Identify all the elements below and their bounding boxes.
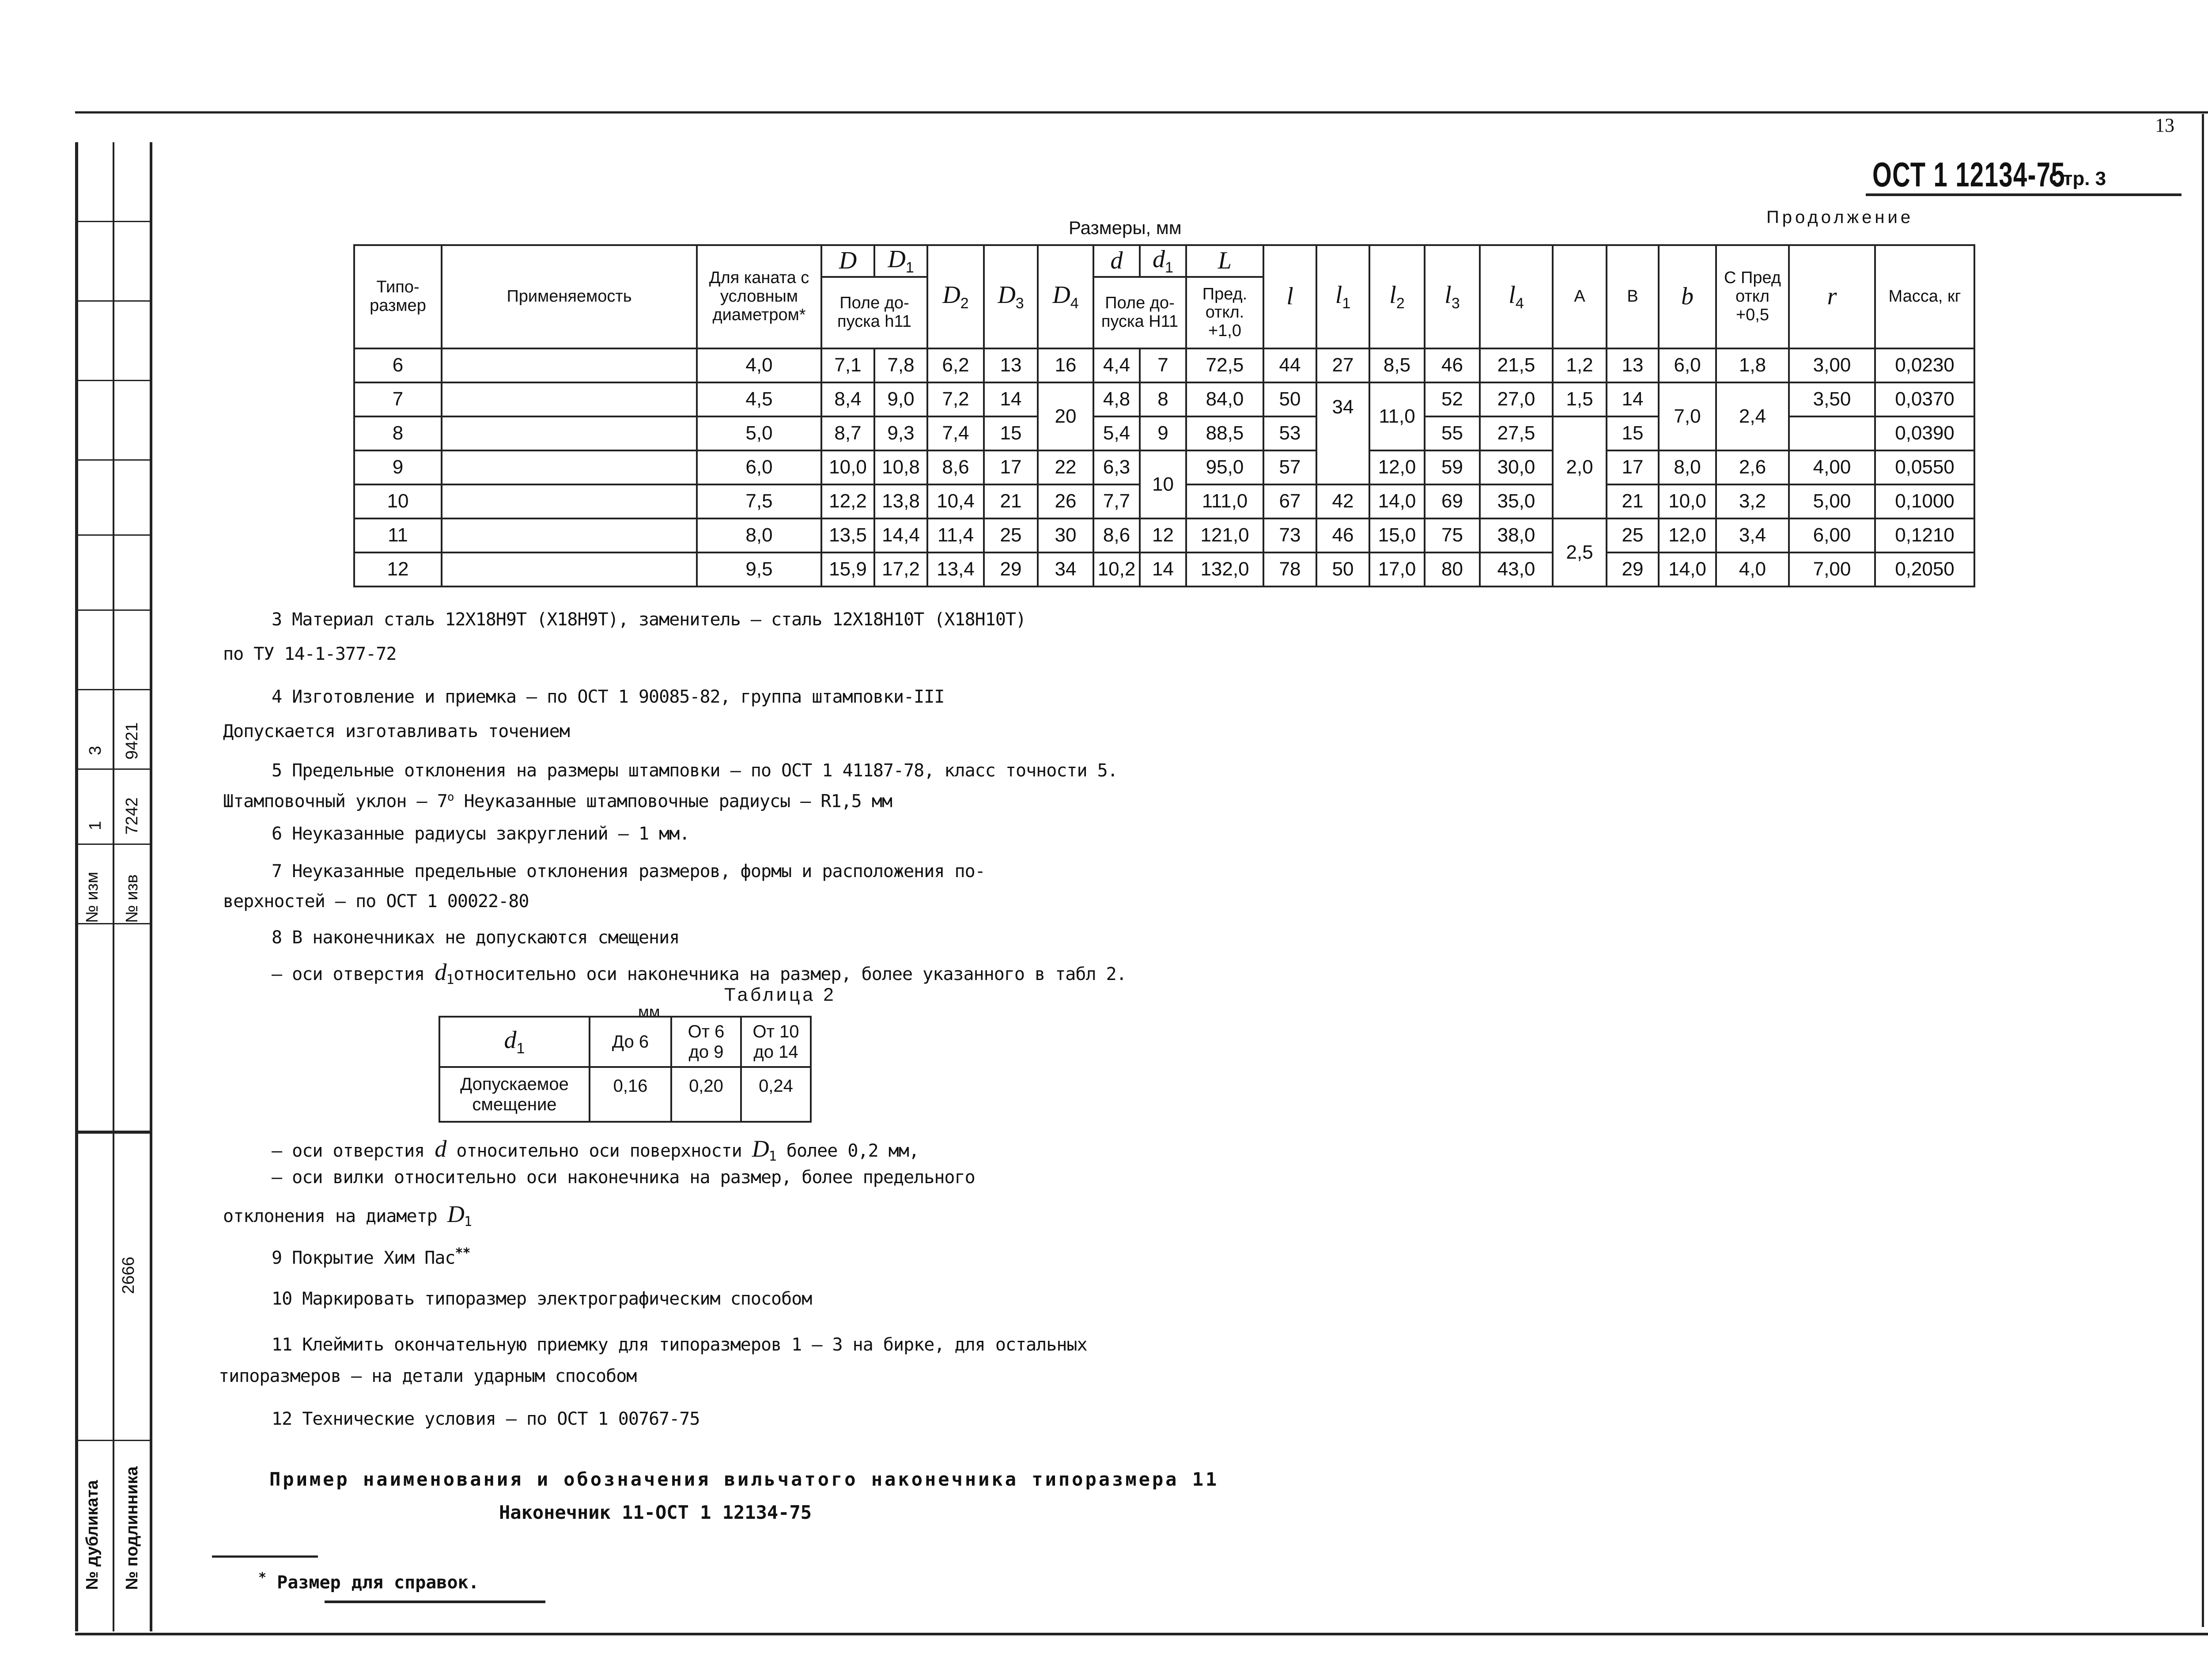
clause-8-item-2: – оси отверстия d относительно оси поверхности $D_1$ более 0,2 мм, — [272, 1135, 919, 1164]
table2-value: 0,16 — [590, 1067, 671, 1122]
cell-B: 15 — [1607, 416, 1659, 450]
stamp-line — [75, 459, 150, 461]
cell-tip: 11 — [354, 518, 442, 552]
clause-11-line1: 11 Клеймить окончательную приемку для типоразмеров 1 – 3 на бирке, для остальных — [272, 1335, 1087, 1355]
cell-A: 1,5 — [1553, 382, 1607, 416]
cell-l4: 27,0 — [1480, 382, 1553, 416]
header-L: L — [1186, 245, 1263, 277]
stamp-izm-label: № изм — [83, 871, 102, 923]
cell-D4: 16 — [1038, 348, 1093, 382]
table2-unit: мм — [638, 1003, 660, 1021]
clause-6: 6 Неуказанные радиусы закруглений – 1 мм. — [272, 824, 690, 844]
cell-D3: 17 — [984, 450, 1038, 484]
cell-D3: 15 — [984, 416, 1038, 450]
cell-l2: 8,5 — [1369, 348, 1425, 382]
stamp-line — [75, 221, 150, 222]
stamp-dublikat-label: № дубликата — [83, 1480, 102, 1590]
cell-l2: 15,0 — [1369, 518, 1425, 552]
cell-l1: 27 — [1316, 348, 1369, 382]
doc-code-underline — [1866, 193, 2182, 196]
cell-C: 3,2 — [1716, 484, 1789, 518]
cell-D2: 6,2 — [927, 348, 984, 382]
header-d1: d1 — [1140, 245, 1186, 277]
cell-l4: 30,0 — [1480, 450, 1553, 484]
cell-d1: 14 — [1140, 552, 1186, 586]
clause-8-item-1: – оси отверстия $d_1относительно$ оси наконечника на размер, более указанного в табл 2. — [272, 959, 1127, 988]
cell-l2: 17,0 — [1369, 552, 1425, 586]
cell-d1: 7 — [1140, 348, 1186, 382]
cell-D: 10,0 — [821, 450, 874, 484]
cell-D2: 10,4 — [927, 484, 984, 518]
cell-D2: 13,4 — [927, 552, 984, 586]
table2-head-d1: $d_1$ — [439, 1017, 590, 1067]
cell-r: 5,00 — [1789, 484, 1875, 518]
cell-primenyaemost — [442, 552, 697, 586]
cell-C: 4,0 — [1716, 552, 1789, 586]
cell-D1: 17,2 — [874, 552, 927, 586]
clause-5-line1: 5 Предельные отклонения на размеры штамповки – по ОСТ 1 41187-78, класс точности 5. — [272, 761, 1118, 781]
stamp-line — [75, 689, 150, 690]
sizes-caption: Размеры, мм — [1069, 217, 1182, 238]
cell-l: 50 — [1263, 382, 1316, 416]
stamp-line — [75, 844, 150, 845]
table-row — [354, 348, 1974, 382]
header-primenyaemost: Применяемость — [442, 245, 697, 348]
clause-3-line2: по ТУ 14-1-377-72 — [223, 644, 397, 664]
cell-r — [1789, 416, 1875, 450]
cell-D2: 8,6 — [927, 450, 984, 484]
cell-D3: 25 — [984, 518, 1038, 552]
cell-l4: 38,0 — [1480, 518, 1553, 552]
cell-L: 84,0 — [1186, 382, 1263, 416]
cell-massa: 0,2050 — [1875, 552, 1974, 586]
stamp-podlinnik-label: № подлинника — [123, 1466, 141, 1590]
cell-tip: 9 — [354, 450, 442, 484]
stamp-izv-label: № изв — [123, 874, 141, 923]
doc-code: ОСТ 1 12134-75 — [1872, 155, 2066, 194]
stamp-line — [75, 380, 150, 381]
dimensions-table — [353, 244, 1975, 587]
cell-primenyaemost — [442, 348, 697, 382]
clause-7-line2: верхностей – по ОСТ 1 00022-80 — [223, 891, 529, 912]
cell-l: 73 — [1263, 518, 1316, 552]
cell-L: 111,0 — [1186, 484, 1263, 518]
cell-D1: 10,8 — [874, 450, 927, 484]
cell-r: 7,00 — [1789, 552, 1875, 586]
table2-col: От 10 до 14 — [741, 1017, 811, 1067]
example-designation: Наконечник 11-ОСТ 1 12134-75 — [499, 1502, 812, 1523]
stamp-line — [75, 1131, 150, 1134]
cell-d: 8,6 — [1093, 518, 1140, 552]
cell-r: 3,50 — [1789, 382, 1875, 416]
cell-r: 3,00 — [1789, 348, 1875, 382]
cell-L: 95,0 — [1186, 450, 1263, 484]
cell-kanat: 4,5 — [697, 382, 821, 416]
table-2 — [439, 1016, 812, 1123]
cell-l4: 27,5 — [1480, 416, 1553, 450]
cell-l3: 46 — [1425, 348, 1480, 382]
page-number: 13 — [2155, 114, 2174, 136]
table-row — [354, 518, 1974, 552]
stamp-line — [75, 609, 150, 611]
bottom-rule — [325, 1601, 545, 1603]
side-stamp-divider — [113, 142, 114, 1631]
cell-D4: 34 — [1038, 552, 1093, 586]
cell-l: 67 — [1263, 484, 1316, 518]
cell-d: 7,7 — [1093, 484, 1140, 518]
cell-B: 13 — [1607, 348, 1659, 382]
cell-l3: 55 — [1425, 416, 1480, 450]
header-A: A — [1553, 245, 1607, 348]
header-l2: l2 — [1369, 245, 1425, 348]
stamp-line — [75, 923, 150, 924]
cell-kanat: 6,0 — [697, 450, 821, 484]
table-row — [354, 552, 1974, 586]
cell-l4: 35,0 — [1480, 484, 1553, 518]
clause-12: 12 Технические условия – по ОСТ 1 00767-75 — [272, 1409, 700, 1429]
clause-4-line1: 4 Изготовление и приемка – по ОСТ 1 90085-82, группа штамповки-III — [272, 687, 945, 707]
header-l1: l1 — [1316, 245, 1369, 348]
cell-tip: 6 — [354, 348, 442, 382]
cell-l: 53 — [1263, 416, 1316, 450]
cell-r: 6,00 — [1789, 518, 1875, 552]
cell-b: 10,0 — [1659, 484, 1716, 518]
table2-value: 0,24 — [741, 1067, 811, 1122]
cell-massa: 0,0230 — [1875, 348, 1974, 382]
cell-primenyaemost — [442, 484, 697, 518]
cell-l1: 46 — [1316, 518, 1369, 552]
stamp-izv-value: 9421 — [123, 722, 141, 760]
cell-L: 88,5 — [1186, 416, 1263, 450]
cell-D2: 7,4 — [927, 416, 984, 450]
cell-d1: 9 — [1140, 416, 1186, 450]
cell-tip: 8 — [354, 416, 442, 450]
cell-kanat: 4,0 — [697, 348, 821, 382]
cell-kanat: 8,0 — [697, 518, 821, 552]
cell-D3: 14 — [984, 382, 1038, 416]
cell-d: 4,4 — [1093, 348, 1140, 382]
table2-col: До 6 — [590, 1017, 671, 1067]
header-pole-h11: Поле до-пуска h11 — [821, 277, 927, 348]
cell-l2: 12,0 — [1369, 450, 1425, 484]
cell-L: 72,5 — [1186, 348, 1263, 382]
cell-D4: 30 — [1038, 518, 1093, 552]
cell-b: 6,0 — [1659, 348, 1716, 382]
cell-b: 14,0 — [1659, 552, 1716, 586]
cell-l3: 52 — [1425, 382, 1480, 416]
header-l: l — [1263, 245, 1316, 348]
cell-D1: 9,0 — [874, 382, 927, 416]
cell-b-merged: 7,0 — [1659, 382, 1716, 450]
cell-D1: 9,3 — [874, 416, 927, 450]
stamp-2666-value: 2666 — [119, 1256, 138, 1294]
continuation-label: Продолжение — [1766, 208, 1914, 227]
cell-l2: 14,0 — [1369, 484, 1425, 518]
clause-4-line2: Допускается изготавливать точением — [223, 721, 570, 742]
cell-C: 1,8 — [1716, 348, 1789, 382]
header-kanat: Для каната с условным диаметром* — [697, 245, 821, 348]
cell-B: 17 — [1607, 450, 1659, 484]
cell-l2-merged: 11,0 — [1369, 382, 1425, 450]
clause-11-line2: типоразмеров – на детали ударным способом — [219, 1366, 637, 1386]
cell-D4-merged: 20 — [1038, 382, 1093, 450]
clause-7-line1: 7 Неуказанные предельные отклонения размеров, формы и расположения по- — [272, 861, 985, 882]
cell-l3: 75 — [1425, 518, 1480, 552]
cell-tip: 12 — [354, 552, 442, 586]
cell-primenyaemost — [442, 450, 697, 484]
cell-l: 44 — [1263, 348, 1316, 382]
cell-d1: 12 — [1140, 518, 1186, 552]
cell-A: 1,2 — [1553, 348, 1607, 382]
example-title: Пример наименования и обозначения вильчатого наконечника типоразмера 11 — [269, 1468, 1219, 1490]
cell-l3: 59 — [1425, 450, 1480, 484]
cell-D1: 7,8 — [874, 348, 927, 382]
cell-l: 78 — [1263, 552, 1316, 586]
cell-B: 25 — [1607, 518, 1659, 552]
clause-3-line1: 3 Материал сталь 12Х18Н9Т (Х18Н9Т), заменитель – сталь 12Х18Н10Т (Х18Н10Т) — [272, 609, 1026, 630]
stamp-line — [75, 1440, 150, 1441]
cell-B: 21 — [1607, 484, 1659, 518]
cell-massa: 0,0550 — [1875, 450, 1974, 484]
cell-D2: 11,4 — [927, 518, 984, 552]
cell-A-merged: 2,0 — [1553, 416, 1607, 518]
footnote-separator — [212, 1555, 318, 1558]
clause-8: 8 В наконечниках не допускаются смещения — [272, 927, 680, 948]
cell-D: 7,1 — [821, 348, 874, 382]
cell-D2: 7,2 — [927, 382, 984, 416]
header-C: C Пред откл +0,5 — [1716, 245, 1789, 348]
cell-D: 8,7 — [821, 416, 874, 450]
table-row — [354, 450, 1974, 484]
cell-A-merged: 2,5 — [1553, 518, 1607, 586]
stamp-line — [75, 768, 150, 770]
cell-massa: 0,1000 — [1875, 484, 1974, 518]
stamp-line — [75, 534, 150, 536]
clause-8-item-3-cont: отклонения на диаметр $D_1$ — [223, 1201, 472, 1230]
cell-kanat: 7,5 — [697, 484, 821, 518]
cell-D1: 14,4 — [874, 518, 927, 552]
cell-D: 13,5 — [821, 518, 874, 552]
header-D1: D1 — [874, 245, 927, 277]
cell-primenyaemost — [442, 518, 697, 552]
table2-value: 0,20 — [671, 1067, 741, 1122]
cell-d: 10,2 — [1093, 552, 1140, 586]
footnote: * Размер для справок. — [258, 1570, 479, 1593]
clause-5-line2: Штамповочный уклон – 7$^o$ Неуказанные штамповочные радиусы – R1,5 мм — [223, 791, 892, 812]
cell-D: 12,2 — [821, 484, 874, 518]
cell-l3: 80 — [1425, 552, 1480, 586]
cell-L: 132,0 — [1186, 552, 1263, 586]
cell-l1: 50 — [1316, 552, 1369, 586]
header-massa: Масса, кг — [1875, 245, 1974, 348]
cell-l1: 42 — [1316, 484, 1369, 518]
cell-massa: 0,0370 — [1875, 382, 1974, 416]
header-D4: D4 — [1038, 245, 1093, 348]
cell-D: 8,4 — [821, 382, 874, 416]
header-D2: D2 — [927, 245, 984, 348]
cell-b: 8,0 — [1659, 450, 1716, 484]
clause-8-item-3: – оси вилки относительно оси наконечника на размер, более предельного — [272, 1167, 975, 1188]
header-r: r — [1789, 245, 1875, 348]
cell-l4: 43,0 — [1480, 552, 1553, 586]
stamp-izm-value: 3 — [86, 745, 105, 755]
cell-tip: 7 — [354, 382, 442, 416]
cell-D3: 29 — [984, 552, 1038, 586]
header-b: b — [1659, 245, 1716, 348]
cell-massa: 0,1210 — [1875, 518, 1974, 552]
table2-row-label: Допускаемое смещение — [439, 1067, 590, 1122]
header-B: B — [1607, 245, 1659, 348]
cell-r: 4,00 — [1789, 450, 1875, 484]
table2-col: От 6 до 9 — [671, 1017, 741, 1067]
cell-C: 2,6 — [1716, 450, 1789, 484]
cell-l4: 21,5 — [1480, 348, 1553, 382]
cell-l1-merged: 34 — [1316, 382, 1369, 484]
cell-d: 5,4 — [1093, 416, 1140, 450]
stamp-izv-value: 7242 — [123, 797, 141, 835]
cell-l3: 69 — [1425, 484, 1480, 518]
cell-D1: 13,8 — [874, 484, 927, 518]
header-l3: l3 — [1425, 245, 1480, 348]
cell-L: 121,0 — [1186, 518, 1263, 552]
header-pole-H11: Поле до-пуска H11 — [1093, 277, 1186, 348]
cell-d1: 8 — [1140, 382, 1186, 416]
clause-10: 10 Маркировать типоразмер электрографическим способом — [272, 1289, 812, 1309]
cell-D: 15,9 — [821, 552, 874, 586]
cell-primenyaemost — [442, 416, 697, 450]
header-L-tolerance: Пред. откл. +1,0 — [1186, 277, 1263, 348]
header-l4: l4 — [1480, 245, 1553, 348]
cell-primenyaemost — [442, 382, 697, 416]
cell-l: 57 — [1263, 450, 1316, 484]
stamp-line — [75, 300, 150, 302]
cell-D3: 13 — [984, 348, 1038, 382]
cell-kanat: 9,5 — [697, 552, 821, 586]
cell-D4: 26 — [1038, 484, 1093, 518]
cell-D3: 21 — [984, 484, 1038, 518]
cell-d: 6,3 — [1093, 450, 1140, 484]
cell-d: 4,8 — [1093, 382, 1140, 416]
cell-b: 12,0 — [1659, 518, 1716, 552]
cell-B: 14 — [1607, 382, 1659, 416]
doc-page: Стр. 3 — [2049, 168, 2106, 189]
table2-title: Таблица 2 — [724, 984, 836, 1005]
cell-d1-merged: 10 — [1140, 450, 1186, 518]
header-D: D — [821, 245, 874, 277]
cell-C: 3,4 — [1716, 518, 1789, 552]
header-tiporazmer: Типо-размер — [354, 245, 442, 348]
cell-C-merged: 2,4 — [1716, 382, 1789, 450]
frame-right-line — [2202, 114, 2204, 1627]
header-D3: D3 — [984, 245, 1038, 348]
cell-tip: 10 — [354, 484, 442, 518]
clause-9: 9 Покрытие Хим Пас** — [272, 1245, 470, 1268]
cell-massa: 0,0390 — [1875, 416, 1974, 450]
stamp-izm-value: 1 — [86, 821, 105, 830]
cell-kanat: 5,0 — [697, 416, 821, 450]
table-row — [354, 382, 1974, 416]
header-d: d — [1093, 245, 1140, 277]
cell-B: 29 — [1607, 552, 1659, 586]
cell-D4: 22 — [1038, 450, 1093, 484]
